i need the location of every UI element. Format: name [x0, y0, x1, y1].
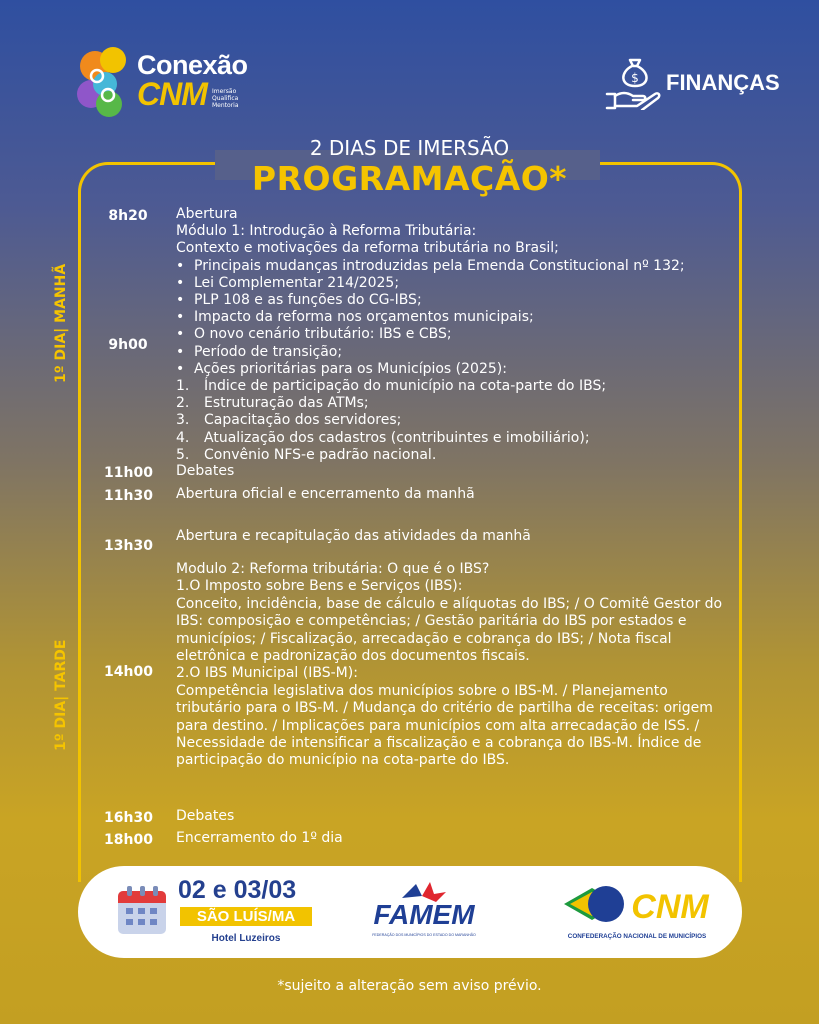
schedule-item: Abertura oficial e encerramento da manhã	[176, 486, 475, 502]
schedule-item: Encerramento do 1º dia	[176, 830, 343, 846]
time-slot: 16h30	[104, 810, 153, 826]
morning-block: Abertura Módulo 1: Introdução à Reforma Tributária: Contexto e motivações da reforma tributária no Brasil; • Principais mudanças introduzidas pela Emenda Constitucional nº 132; • Lei Complementar 214/2025; • PLP 108 e as funções do CG-IBS; • Impacto da reforma nos orçamentos municipais; • O novo cenário tributário: IBS e CBS; • Período de transição; • Ações prioritárias para os Municípios (2025): 1. Índice de participação do município na cota-parte do IBS; 2. Estruturação das ATMs; 3. Capacitação dos servidores; 4. Atualização dos cadastros (contribuintes e imobiliário); 5. Convênio NFS-e padrão nacional.	[176, 206, 685, 463]
schedule-item: Abertura e recapitulação das atividades da manhã	[176, 528, 531, 544]
period-label-afternoon: 1º DIA| TARDE	[53, 639, 69, 751]
schedule-item: Debates	[176, 808, 235, 824]
afternoon-module-block: Modulo 2: Reforma tributária: O que é o IBS? 1.O Imposto sobre Bens e Serviços (IBS): Conceito, incidência, base de cálculo e alíquotas do IBS; / O Comitê Gestor do IBS: composição e competências; / Gestão paritária do IBS por estados e municípios; / Fiscalização, arrecadação e cobrança do IBS; / Nota fiscal eletrônica e padronização dos documentos fiscais. 2.O IBS Municipal (IBS-M): Competência legislativa dos municípios sobre o IBS-M. / Planejamento tributário para o IBS-M. / Mudança do critério de partilha de receitas: origem para destino. / Implicações para municípios com alta arrecadação de ISS. / Necessidade de intensificar a fiscalização e a cobrança do IBS-M. Índice de participação do município na cota-parte do IBS.	[176, 561, 723, 769]
svg-text:CNM: CNM	[631, 888, 709, 926]
time-slot: 14h00	[104, 664, 153, 680]
schedule-item: Debates	[176, 463, 235, 479]
event-venue: Hotel Luzeiros	[211, 933, 281, 944]
time-slot: 8h20	[108, 208, 148, 224]
list-item: • Lei Complementar 214/2025;	[176, 274, 400, 291]
list-item: • Impacto da reforma nos orçamentos municipais;	[176, 309, 534, 326]
list-item: 5. Convênio NFS-e padrão nacional.	[176, 446, 437, 463]
list-item: • Principais mudanças introduzidas pela Emenda Constitucional nº 132;	[176, 257, 685, 274]
brand-tags: Imersão Qualifica Mentoria	[212, 88, 239, 109]
event-city: SÃO LUÍS/MA	[180, 907, 312, 926]
list-item: • PLP 108 e as funções do CG-IBS;	[176, 292, 422, 309]
page-subtitle: 2 DIAS DE IMERSÃO	[309, 136, 510, 160]
conexao-cnm-logo-icon	[75, 44, 133, 120]
list-item: 3. Capacitação dos servidores;	[176, 412, 402, 429]
svg-text:FEDERAÇÃO DOS MUNICÍPIOS DO ES: FEDERAÇÃO DOS MUNICÍPIOS DO ESTADO DO MARANHÃO	[372, 933, 476, 937]
brand-title: Conexão	[137, 50, 248, 80]
list-item: 2. Estruturação das ATMs;	[176, 395, 369, 412]
list-item: • Ações prioritárias para os Municípios (2025):	[176, 360, 507, 377]
period-label-morning: 1º DIA| MANHÃ	[53, 263, 69, 383]
famem-logo	[372, 880, 476, 942]
svg-text:$: $	[631, 71, 639, 85]
svg-text:FAMEM: FAMEM	[373, 899, 475, 930]
brand-cnm: CNM	[137, 76, 207, 112]
list-item: • Período de transição;	[176, 343, 343, 360]
time-slot: 11h30	[104, 488, 153, 504]
time-slot: 9h00	[108, 337, 148, 353]
list-item: 4. Atualização dos cadastros (contribuintes e imobiliário);	[176, 429, 590, 446]
section-label: FINANÇAS	[666, 70, 780, 95]
page-title: PROGRAMAÇÃO*	[251, 159, 568, 198]
list-item: 1. Índice de participação do município na cota-parte do IBS;	[176, 378, 607, 395]
cnm-logo	[562, 880, 712, 944]
money-bag-hand-icon	[604, 56, 662, 110]
calendar-icon	[116, 884, 168, 936]
time-slot: 13h30	[104, 538, 153, 554]
svg-text:CONFEDERAÇÃO NACIONAL DE MUNIC: CONFEDERAÇÃO NACIONAL DE MUNICÍPIOS	[567, 933, 707, 940]
time-slot: 18h00	[104, 832, 153, 848]
disclaimer-note: *sujeito a alteração sem aviso prévio.	[277, 978, 542, 994]
event-date: 02 e 03/03	[178, 876, 297, 904]
time-slot: 11h00	[104, 465, 153, 481]
list-item: • O novo cenário tributário: IBS e CBS;	[176, 326, 452, 343]
